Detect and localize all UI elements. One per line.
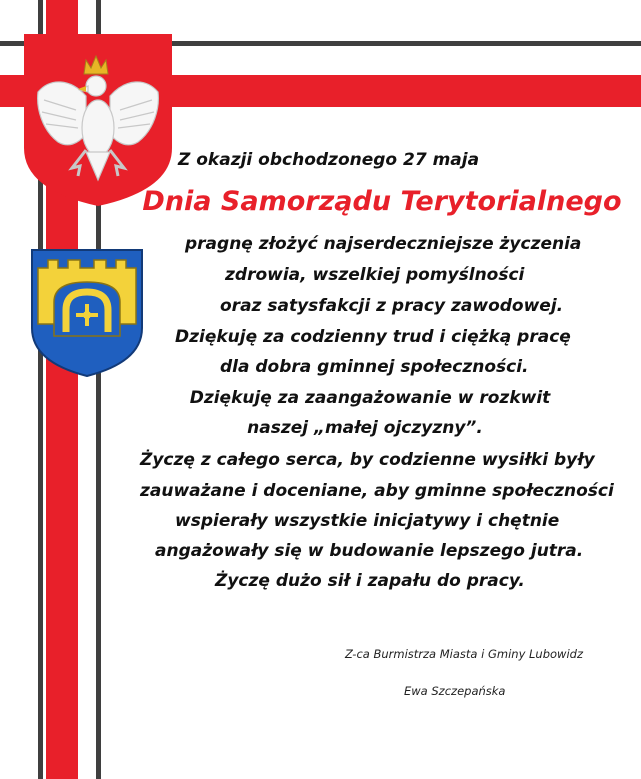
signature-name: Ewa Szczepańska [404, 684, 506, 698]
lubowidz-coat-of-arms-icon [28, 246, 146, 380]
greeting-line: zdrowia, wszelkiej pomyślności [225, 265, 525, 285]
greeting-title: Dnia Samorządu Terytorialnego [142, 186, 622, 217]
greeting-line: naszej „małej ojczyzny”. [247, 418, 483, 438]
greeting-line: dla dobra gminnej społeczności. [220, 357, 529, 377]
signature-role: Z-ca Burmistrza Miasta i Gminy Lubowidz [345, 647, 583, 661]
greeting-line: Dziękuję za codzienny trud i ciężką pracę [175, 327, 571, 347]
greeting-line: oraz satysfakcji z pracy zawodowej. [220, 296, 564, 316]
greeting-line: Życzę dużo sił i zapału do pracy. [215, 571, 525, 591]
greeting-line: Życzę z całego serca, by codzienne wysiłki były [140, 450, 595, 470]
greeting-line: wspierały wszystkie inicjatywy i chętnie [175, 511, 560, 531]
greeting-intro: Z okazji obchodzonego 27 maja [178, 150, 480, 170]
greeting-line: angażowały się w budowanie lepszego jutra. [155, 541, 584, 561]
greeting-line: zauważane i doceniane, aby gminne społeczności [140, 481, 614, 501]
greeting-line: Dziękuję za zaangażowanie w rozkwit [189, 388, 551, 408]
greeting-line: pragnę złożyć najserdeczniejsze życzenia [185, 234, 582, 254]
polish-white-eagle-emblem-icon [20, 30, 176, 208]
